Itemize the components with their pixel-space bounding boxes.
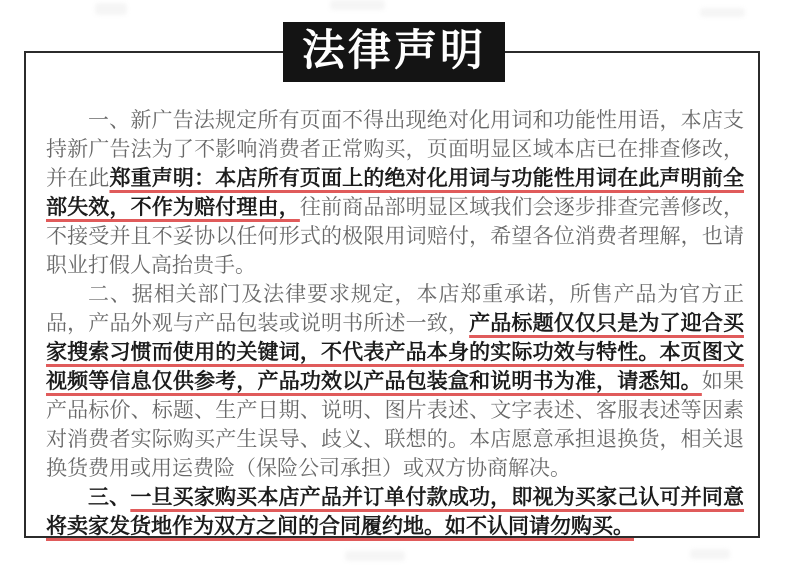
text-segment-em: 一旦买家购买本店产品并订单付款成功，即视为买家己认可并同意将卖家发货地作为双方之间的合同履约地。如不认同请勿购买。 — [46, 485, 745, 538]
text-segment-normal: 二、据相关部门及法律要求规定，本店郑重承诺，所售产品为官方正品，产品外观与产品包装或说明书所述一致， — [46, 282, 744, 335]
watermark-artifact — [330, 0, 385, 10]
watermark-artifact — [700, 8, 745, 17]
paragraph-3 — [46, 483, 744, 541]
legal-text-body — [46, 106, 744, 541]
watermark-artifact — [95, 3, 127, 15]
text-segment-normal: 一、新广告法规定所有页面不得出现绝对化用词和功能性用语，本店支持新广告法为了不影响消费者正常购买，页面明显区域本店已在排查修改，并在此 — [46, 108, 744, 190]
page-title: 法律声明 — [302, 25, 486, 76]
paragraph-2 — [46, 280, 744, 483]
watermark-artifact — [690, 549, 730, 559]
watermark-artifact — [345, 551, 405, 561]
text-segment-bold: 三、 — [88, 485, 131, 509]
text-segment-em: 产品标题仅仅只是为了迎合买家搜索习惯而使用的关键词，不代表产品本身的实际功效与特性。本页图文视频等信息仅供参考，产品功效以产品包装盒和说明书为准，请悉知。 — [46, 311, 744, 393]
title-banner — [283, 22, 505, 82]
paragraph-1 — [46, 106, 744, 280]
text-segment-normal: 往前商品部明显区域我们会逐步排查完善修改，不接受并且不妥协以任何形式的极限用词赔付，希望各位消费者理解，也请职业打假人高抬贵手。 — [46, 195, 744, 277]
text-segment-normal: 如果产品标价、标题、生产日期、说明、图片表述、文字表述、客服表述等因素对消费者实际购买产生误导、歧义、联想的。本店愿意承担退换货，相关退换货费用或用运费险（保险公司承担）或双方协商解决。 — [46, 369, 744, 480]
text-segment-em: 郑重声明：本店所有页面上的绝对化用词与功能性用词在此声明前全部失效，不作为赔付理由， — [46, 166, 744, 219]
